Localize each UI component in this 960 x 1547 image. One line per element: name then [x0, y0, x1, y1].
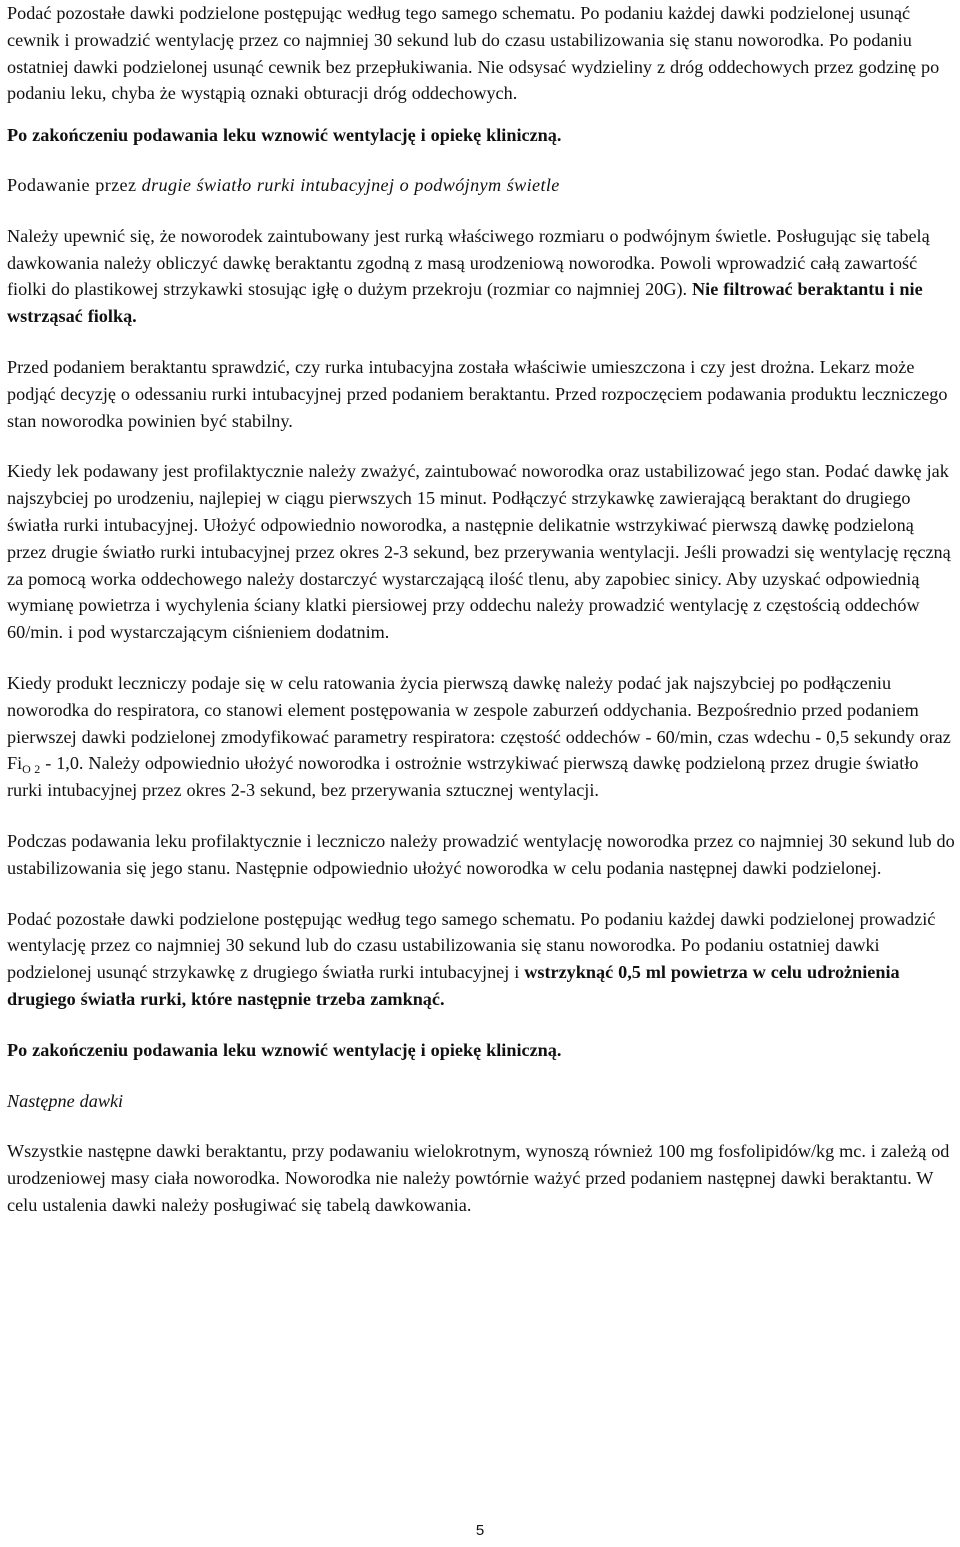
paragraph-next-doses: Wszystkie następne dawki beraktantu, przy podawaniu wielokrotnym, wynoszą również 100 mg fosfolipidów/kg mc. i zależą od urodzeniowej masy ciała noworodka. Noworodka nie należy powtórnie ważyć przed podaniem następnej dawki beraktantu. W celu ustalenia dawki należy posługiwać się tabelą dawkowania. — [7, 1141, 950, 1215]
paragraph-rescue — [7, 670, 957, 804]
paragraph-remaining-doses-syringe-text: Podać pozostałe dawki podzielone postępując według tego samego schematu. Po podaniu każdej dawki podzielonej prowadzić wentylację przez co najmniej 30 sekund lub do czasu ustabilizowania się stanu noworodka. Po podaniu ostatniej dawki podzielonej usunąć strzykawkę z drugiego światła rurki intubacyjnej i — [7, 908, 936, 983]
paragraph-tube-size — [7, 223, 957, 330]
paragraph-prophylactic: Kiedy lek podawany jest profilaktycznie należy zważyć, zaintubować noworodka oraz ustabilizować jego stan. Podać dawkę jak najszybciej po urodzeniu, najlepiej w ciągu pierwszych 15 minut. Podłączyć strzykawkę zawierającą beraktant do drugiego światła rurki intubacyjnej. Ułożyć odpowiednio noworodka, a następnie delikatnie wstrzykiwać pierwszą dawkę podzieloną przez drugie światło rurki intubacyjnej przez okres 2-3 sekund, bez przerywania wentylacji. Jeśli prowadzi się wentylację ręczną za pomocą worka oddechowego należy dostarczyć wystarczającą ilość tlenu, aby zapobiec sinicy. Aby uzyskać odpowiednią wymianę powietrza i wychylenia ściany klatki piersiowej przy oddechu należy prowadzić wentylację z częstością oddechów 60/min. i pod wystarczającym ciśnieniem dodatnim. — [7, 461, 951, 643]
paragraph-rescue-text-before: Kiedy produkt leczniczy podaje się w celu ratowania życia pierwszą dawkę należy podać jak najszybciej po podłączeniu noworodka do respiratora, co stanowi element postępowania w zespole zaburzeń oddychania. Bezpośrednio przed podaniem pierwszej dawki podzielonej zmodyfikować parametry respiratora: częstość oddechów - 60/min, czas wdechu - 0,5 sekundy oraz Fi — [7, 672, 951, 774]
paragraph-check-tube: Przed podaniem beraktantu sprawdzić, czy rurka intubacyjna została właściwie umieszczona i czy jest drożna. Lekarz może podjąć decyzję o odessaniu rurki intubacyjnej przed podaniem beraktantu. Przed rozpoczęciem podawania produktu leczniczego stan noworodka powinien być stabilny. — [7, 356, 948, 431]
paragraph-remaining-doses-catheter: Podać pozostałe dawki podzielone postępując według tego samego schematu. Po podaniu każdej dawki podzielonej usunąć cewnik i prowadzić wentylację przez co najmniej 30 sekund lub do czasu ustabilizowania się stanu noworodka. Po podaniu ostatniej dawki podzielonej usunąć cewnik bez przepłukiwania. Nie odsysać wydzieliny z dróg oddechowych przez godzinę po podaniu leku, chyba że wystąpią oznaki obturacji dróg oddechowych. — [7, 3, 940, 104]
section-heading-italic: drugie światło rurki intubacyjnej o podwójnym świetle — [141, 174, 560, 195]
section-heading-dual-lumen — [7, 172, 957, 199]
section-heading-plain: Podawanie przez — [7, 174, 142, 195]
fio2-subscript: O 2 — [22, 762, 41, 777]
paragraph-remaining-doses-syringe — [7, 906, 957, 1013]
paragraph-rescue-text-after: - 1,0. Należy odpowiednio ułożyć noworodka i ostrożnie wstrzykiwać pierwszą dawkę podzieloną przez drugie światło rurki intubacyjnej przez okres 2-3 sekund, bez przerywania sztucznej wentylacji. — [7, 753, 919, 801]
no-filter-warning: Nie filtrować beraktantu i nie wstrząsać fiolką. — [7, 279, 923, 327]
paragraph-ventilation-during: Podczas podawania leku profilaktycznie i leczniczo należy prowadzić wentylację noworodka przez co najmniej 30 sekund lub do ustabilizowania się jego stanu. Następnie odpowiednio ułożyć noworodka w celu podania następnej dawki podzielonej. — [7, 830, 955, 878]
paragraph-tube-size-text: Należy upewnić się, że noworodek zaintubowany jest rurką właściwego rozmiaru o podwójnym świetle. Posługując się tabelą dawkowania należy obliczyć dawkę beraktantu zgodną z masą urodzeniową noworodka. Powoli wprowadzić całą zawartość fiolki do plastikowej strzykawki stosując igłę o dużym przekroju (rozmiar co najmniej 20G). — [7, 225, 930, 300]
document-page — [7, 0, 957, 1219]
page-number: 5 — [475, 1522, 485, 1539]
resume-ventilation-note: Po zakończeniu podawania leku wznowić wentylację i opiekę kliniczną. — [7, 125, 562, 146]
resume-ventilation-note-2: Po zakończeniu podawania leku wznowić wentylację i opiekę kliniczną. — [7, 1039, 562, 1060]
air-injection-instruction: wstrzyknąć 0,5 ml powietrza w celu udrożnienia drugiego światła rurki, które następnie trzeba zamknąć. — [7, 962, 900, 1009]
section-heading-next-doses: Następne dawki — [7, 1090, 124, 1111]
